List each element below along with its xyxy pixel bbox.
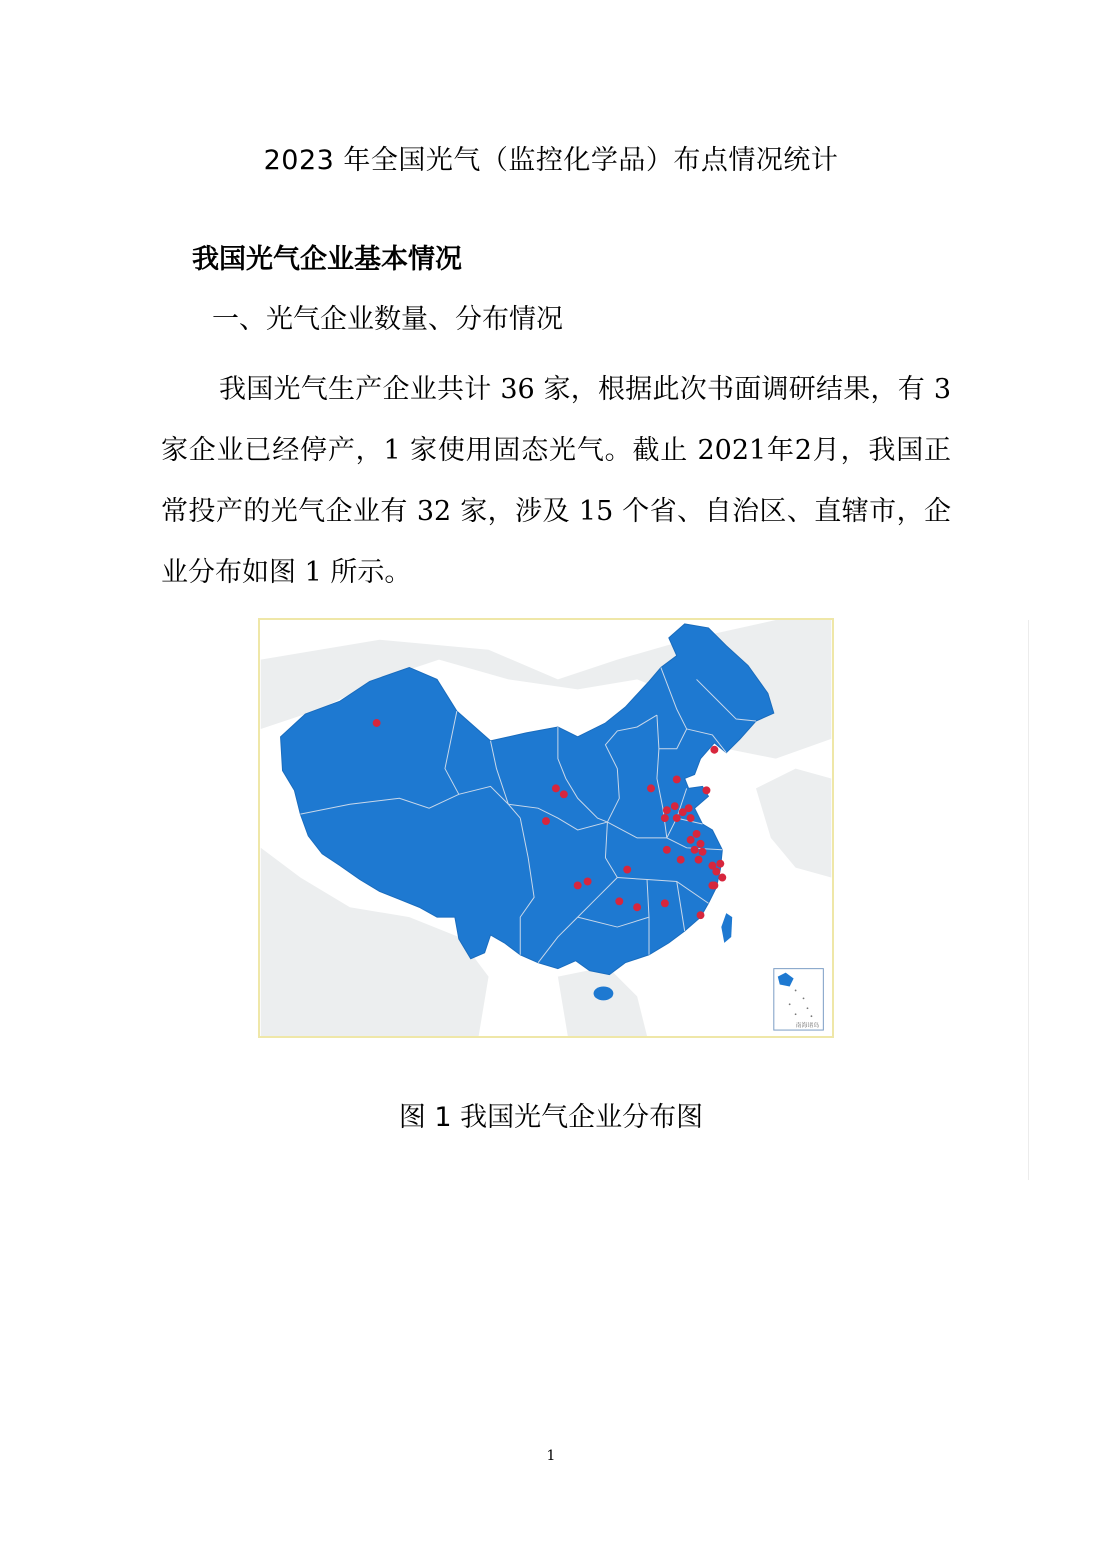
enterprise-marker bbox=[584, 878, 592, 886]
enterprise-marker bbox=[699, 848, 707, 856]
figure-caption: 图 1 我国光气企业分布图 bbox=[398, 1102, 704, 1133]
enterprise-marker bbox=[671, 802, 679, 810]
enterprise-marker bbox=[702, 786, 710, 794]
enterprise-marker bbox=[718, 874, 726, 882]
enterprise-marker bbox=[687, 836, 695, 844]
enterprise-marker bbox=[663, 806, 671, 814]
sub-heading: 一、光气企业数量、分布情况 bbox=[212, 304, 563, 335]
enterprise-marker bbox=[710, 881, 718, 889]
page-number: 1 bbox=[546, 1448, 556, 1464]
enterprise-marker bbox=[673, 776, 681, 784]
enterprise-marker bbox=[623, 866, 631, 874]
enterprise-marker bbox=[661, 899, 669, 907]
inset-label: 南海诸岛 bbox=[795, 1022, 820, 1030]
enterprise-distribution-map bbox=[258, 618, 834, 1038]
section-heading: 我国光气企业基本情况 bbox=[192, 244, 462, 275]
enterprise-marker bbox=[693, 830, 701, 838]
inset-island bbox=[807, 1007, 809, 1009]
inset-island bbox=[795, 1013, 797, 1015]
document-title: 2023 年全国光气（监控化学品）布点情况统计 bbox=[263, 145, 839, 176]
enterprise-marker bbox=[560, 790, 568, 798]
south-china-sea-inset bbox=[774, 969, 824, 1030]
enterprise-marker bbox=[542, 817, 550, 825]
enterprise-marker bbox=[695, 856, 703, 864]
enterprise-marker bbox=[552, 784, 560, 792]
enterprise-marker bbox=[712, 868, 720, 876]
enterprise-marker bbox=[647, 784, 655, 792]
enterprise-marker bbox=[710, 746, 718, 754]
enterprise-marker bbox=[691, 846, 699, 854]
enterprise-marker bbox=[673, 814, 681, 822]
inset-island bbox=[811, 1015, 813, 1017]
enterprise-marker bbox=[716, 860, 724, 868]
inset-island bbox=[803, 997, 805, 999]
enterprise-marker bbox=[679, 808, 687, 816]
enterprise-marker bbox=[663, 846, 671, 854]
page-edge-line bbox=[1028, 620, 1029, 1180]
enterprise-marker bbox=[687, 814, 695, 822]
enterprise-marker bbox=[661, 814, 669, 822]
enterprise-marker bbox=[697, 911, 705, 919]
hainan-island bbox=[594, 986, 614, 1000]
enterprise-marker bbox=[373, 719, 381, 727]
enterprise-marker bbox=[697, 840, 705, 848]
enterprise-marker bbox=[677, 856, 685, 864]
enterprise-marker bbox=[574, 881, 582, 889]
inset-island bbox=[795, 990, 797, 992]
body-paragraph: 我国光气生产企业共计 36 家，根据此次书面调研结果，有 3 家企业已经停产，1 家使用固态光气。截止 2021年2月，我国正常投产的光气企业有 32 家，涉及 15 个省、自治区、直辖市，企业分布如图 1 所示。 bbox=[161, 374, 951, 588]
china-map-svg bbox=[260, 620, 832, 1036]
enterprise-marker bbox=[633, 903, 641, 911]
enterprise-marker bbox=[615, 897, 623, 905]
inset-island bbox=[789, 1003, 791, 1005]
